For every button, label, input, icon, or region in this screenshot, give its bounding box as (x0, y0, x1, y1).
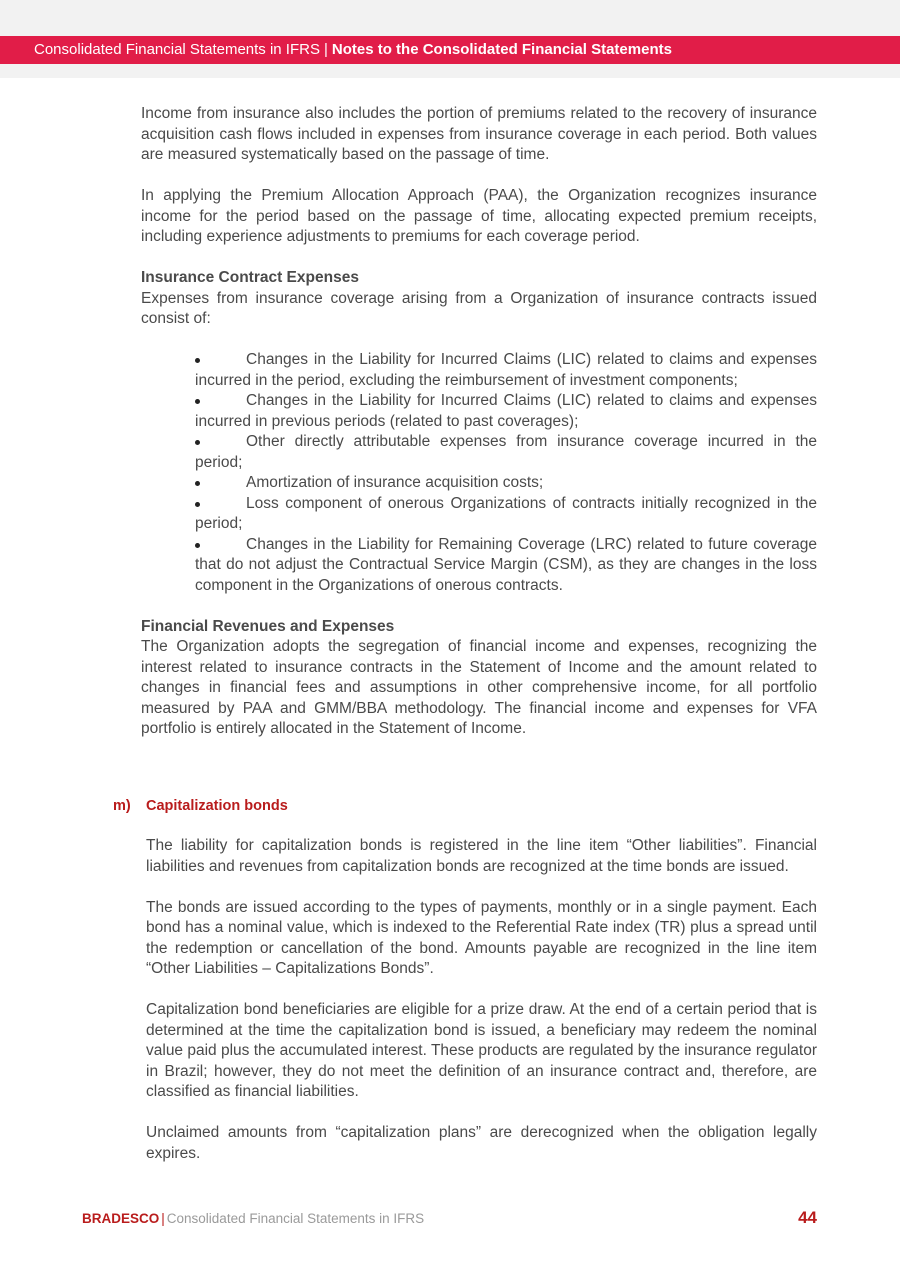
bullet-icon (195, 440, 200, 445)
bullet-icon (195, 543, 200, 548)
list-item: Amortization of insurance acquisition costs; (195, 473, 817, 494)
paragraph-cap-beneficiaries: Capitalization bond beneficiaries are eligible for a prize draw. At the end of a certain period that is determined at the time the capitalization bond is issued, a beneficiary may redeem the nominal value paid plus the accumulated interest. These products are regulated by the insurance regulator in Brazil; however, they do not meet the definition of an insurance contract and, therefore, are classified as financial liabilities. (146, 1001, 817, 1100)
section-letter: m) (113, 798, 131, 814)
section-heading: Capitalization bonds (146, 798, 288, 814)
section-capitalization-bonds (113, 796, 817, 1164)
paragraph-cap-unclaimed: Unclaimed amounts from “capitalization plans” are derecognized when the obligation legally expires. (146, 1124, 817, 1162)
paragraph-cap-liability: The liability for capitalization bonds is registered in the line item “Other liabilities”. Financial liabilities and revenues from capitalization bonds are recognized at the time bonds are issued. (146, 837, 817, 875)
expenses-bullet-list (141, 350, 817, 596)
header-separator: | (323, 41, 328, 58)
header-bar (0, 36, 900, 64)
footer-brand: BRADESCO (82, 1211, 160, 1226)
paragraph-insurance-income: Income from insurance also includes the portion of premiums related to the recovery of insurance acquisition cash flows included in expenses from insurance coverage in each period. Both values are measured systematically based on the passage of time. (141, 105, 817, 163)
list-item: Loss component of onerous Organizations of contracts initially recognized in the period; (195, 494, 817, 532)
bullet-icon (195, 399, 200, 404)
main-content (141, 104, 817, 740)
footer-separator: | (161, 1211, 165, 1226)
page-footer (82, 1210, 817, 1232)
paragraph-financial: The Organization adopts the segregation of financial income and expenses, recognizing the interest related to insurance contracts in the Statement of Income and the amount related to changes in financial fees and assumptions in other comprehensive income, for all portfolio measured by PAA and GMM/BBA methodology. The financial income and expenses for VFA portfolio is entirely allocated in the Statement of Income. (141, 638, 817, 737)
heading-financial-revenues: Financial Revenues and Expenses (141, 617, 395, 635)
header-document-title: Consolidated Financial Statements in IFRS (34, 41, 320, 58)
header-section-title: Notes to the Consolidated Financial Statements (331, 41, 672, 58)
bullet-icon (195, 502, 200, 507)
paragraph-cap-issuance: The bonds are issued according to the types of payments, monthly or in a single payment. Each bond has a nominal value, which is indexed to the Referential Rate index (TR) plus a spread until the redemption or cancellation of the bond. Amounts payable are recognized in the line item “Other Liabilities – Capitalizations Bonds”. (146, 898, 817, 977)
section-body (146, 836, 817, 1164)
list-item: Changes in the Liability for Incurred Claims (LIC) related to claims and expenses incurred in previous periods (related to past coverages); (195, 392, 817, 430)
list-item: Changes in the Liability for Incurred Claims (LIC) related to claims and expenses incurred in the period, excluding the reimbursement of investment components; (195, 351, 817, 389)
footer-document-title: Consolidated Financial Statements in IFRS (166, 1211, 425, 1226)
heading-insurance-contract-expenses: Insurance Contract Expenses (141, 269, 359, 286)
list-item: Other directly attributable expenses from insurance coverage incurred in the period; (195, 433, 817, 471)
paragraph-paa: In applying the Premium Allocation Approach (PAA), the Organization recognizes insurance income for the period based on the passage of time, allocating expected premium receipts, including experience adjustments to premiums for each coverage period. (141, 187, 817, 245)
list-item: Changes in the Liability for Remaining Coverage (LRC) related to future coverage that do not adjust the Contractual Service Margin (CSM), as they are changes in the loss component in the Organizations of onerous contracts. (195, 535, 817, 594)
page-number: 44 (798, 1208, 817, 1227)
paragraph-expenses-intro: Expenses from insurance coverage arising from a Organization of insurance contracts issued consist of: (141, 289, 817, 327)
section-title (113, 796, 817, 816)
bullet-icon (195, 358, 200, 363)
bullet-icon (195, 481, 200, 486)
